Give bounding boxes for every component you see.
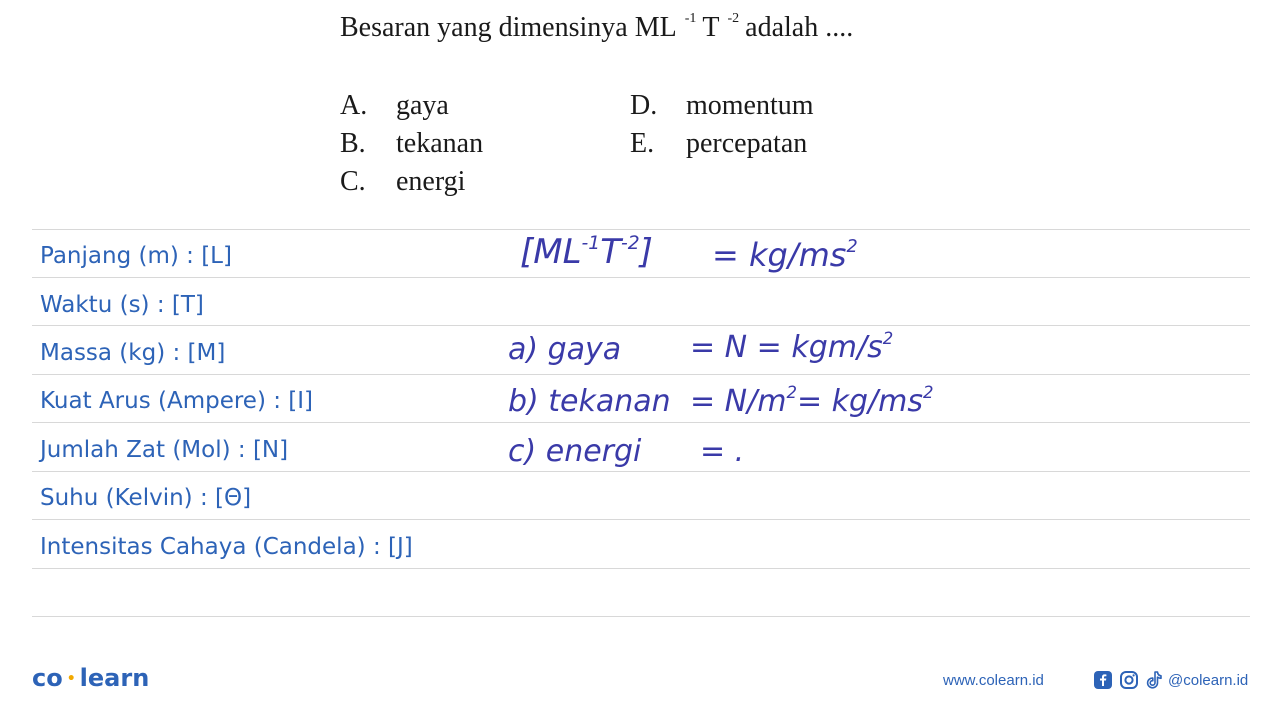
question-prefix: Besaran yang dimensinya ML [340, 12, 677, 43]
exponent-l: -1 [684, 10, 697, 26]
social-handle[interactable]: @colearn.id [1168, 672, 1249, 689]
colearn-logo[interactable]: co • learn [32, 664, 150, 692]
handwritten-line-a-result: = N = kgm/$s^2$ [690, 329, 894, 365]
website-link[interactable]: www.colearn.id [943, 672, 1044, 689]
divider [32, 325, 1250, 326]
question-text [340, 12, 853, 44]
option-d: D. momentum [630, 90, 814, 121]
exponent-t: -2 [727, 10, 740, 26]
dimension-luminous-intensity: Intensitas Cahaya (Candela) : [J] [40, 534, 413, 560]
handwritten-line-c-result: = . [700, 434, 745, 469]
divider [32, 616, 1250, 617]
dimension-mass: Massa (kg) : [M] [40, 340, 226, 366]
divider [32, 374, 1250, 375]
dimension-current: Kuat Arus (Ampere) : [I] [40, 388, 314, 414]
handwritten-formula-units: = $kg/ms^2$ [712, 236, 858, 274]
dimension-time: Waktu (s) : [T] [40, 292, 204, 318]
handwritten-line-a: a) gaya [508, 332, 622, 367]
divider [32, 277, 1250, 278]
divider [32, 422, 1250, 423]
handwritten-line-b-result: = $N/m^2= kg/ms^2$ [690, 383, 934, 419]
tiktok-icon[interactable] [1144, 670, 1164, 690]
handwritten-line-b: b) tekanan [508, 384, 671, 419]
divider [32, 229, 1250, 230]
facebook-icon[interactable] [1093, 670, 1113, 690]
dimension-amount: Jumlah Zat (Mol) : [N] [40, 437, 289, 463]
handwritten-line-c: c) energi [508, 434, 642, 469]
option-c: C. energi [340, 166, 466, 197]
option-e: E. percepatan [630, 128, 808, 159]
divider [32, 471, 1250, 472]
dimension-length: Panjang (m) : [L] [40, 243, 232, 269]
option-b: B. tekanan [340, 128, 484, 159]
question-suffix: adalah .... [745, 12, 854, 43]
dimension-temperature: Suhu (Kelvin) : [Θ] [40, 485, 252, 511]
t-symbol: T [702, 12, 720, 43]
instagram-icon[interactable] [1119, 670, 1139, 690]
option-a: A. gaya [340, 90, 449, 121]
divider [32, 568, 1250, 569]
handwritten-formula: $[ML^{-1}T^{-2}]$ [520, 232, 653, 272]
divider [32, 519, 1250, 520]
